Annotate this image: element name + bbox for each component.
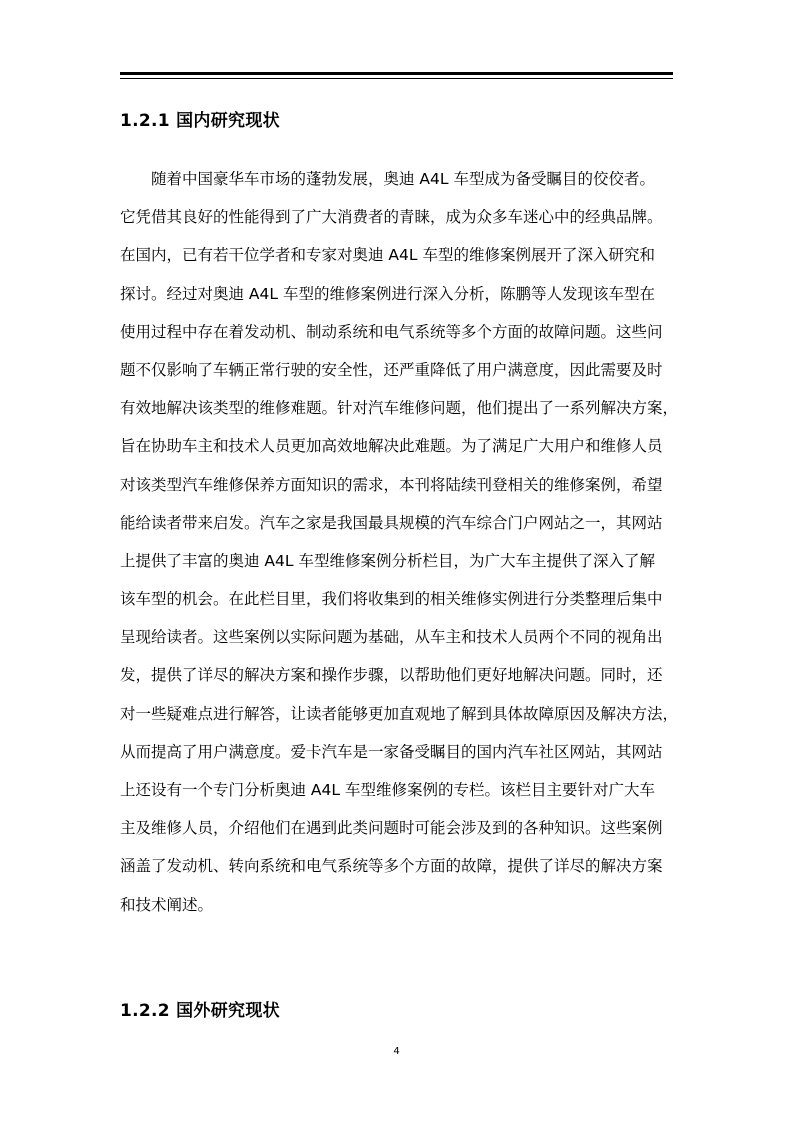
paragraph-line: 探讨。经过对奥迪 A4L 车型的维修案例进行深入分析，陈鹏等人发现该车型在 <box>120 284 655 303</box>
paragraph-line: 呈现给读者。这些案例以实际问题为基础，从车主和技术人员两个不同的视角出 <box>120 628 663 647</box>
paragraph-line: 和技术阐述。 <box>120 895 214 914</box>
paragraph-line: 题不仅影响了车辆正常行驶的安全性，还严重降低了用户满意度，因此需要及时 <box>120 360 663 379</box>
section-heading-foreign: 1.2.2 国外研究现状 <box>120 1001 280 1021</box>
paragraph-line: 它凭借其良好的性能得到了广大消费者的青睐，成为众多车迷心中的经典品牌。 <box>120 208 663 227</box>
paragraph-line: 主及维修人员，介绍他们在遇到此类问题时可能会涉及到的各种知识。这些案例 <box>120 819 663 838</box>
paragraph-line: 有效地解决该类型的维修难题。针对汽车维修问题，他们提出了一系列解决方案， <box>120 399 679 418</box>
header-rule-thin <box>120 78 673 79</box>
paragraph-line: 使用过程中存在着发动机、制动系统和电气系统等多个方面的故障问题。这些问 <box>120 322 663 341</box>
paragraph-line: 旨在协助车主和技术人员更加高效地解决此难题。为了满足广大用户和维修人员 <box>120 437 663 456</box>
header-rule-thick <box>120 72 673 75</box>
paragraph-line: 上提供了丰富的奥迪 A4L 车型维修案例分析栏目，为广大车主提供了深入了解 <box>120 551 655 570</box>
paragraph-line: 上还设有一个专门分析奥迪 A4L 车型维修案例的专栏。该栏目主要针对广大车 <box>120 781 655 799</box>
page-number: 4 <box>393 1046 400 1057</box>
paragraph-line: 对一些疑难点进行解答，让读者能够更加直观地了解到具体故障原因及解决方法， <box>120 704 679 723</box>
paragraph-line: 从而提高了用户满意度。爱卡汽车是一家备受瞩目的国内汽车社区网站，其网站 <box>120 742 663 761</box>
paragraph-line: 涵盖了发动机、转向系统和电气系统等多个方面的故障，提供了详尽的解决方案 <box>120 857 663 876</box>
paragraph-line: 发，提供了详尽的解决方案和操作步骤，以帮助他们更好地解决问题。同时，还 <box>120 666 663 685</box>
paragraph-line: 该车型的机会。在此栏目里，我们将收集到的相关维修实例进行分类整理后集中 <box>120 590 663 609</box>
paragraph-line: 随着中国豪华车市场的蓬勃发展，奥迪 A4L 车型成为备受瞩目的佼佼者。 <box>151 170 655 188</box>
paragraph-line: 对该类型汽车维修保养方面知识的需求，本刊将陆续刊登相关的维修案例，希望 <box>120 475 663 494</box>
paragraph-line: 在国内，已有若干位学者和专家对奥迪 A4L 车型的维修案例展开了深入研究和 <box>120 246 655 265</box>
section-heading-domestic: 1.2.1 国内研究现状 <box>120 111 280 131</box>
body-paragraph <box>120 160 679 924</box>
paragraph-line: 能给读者带来启发。汽车之家是我国最具规模的汽车综合门户网站之一，其网站 <box>120 513 663 532</box>
